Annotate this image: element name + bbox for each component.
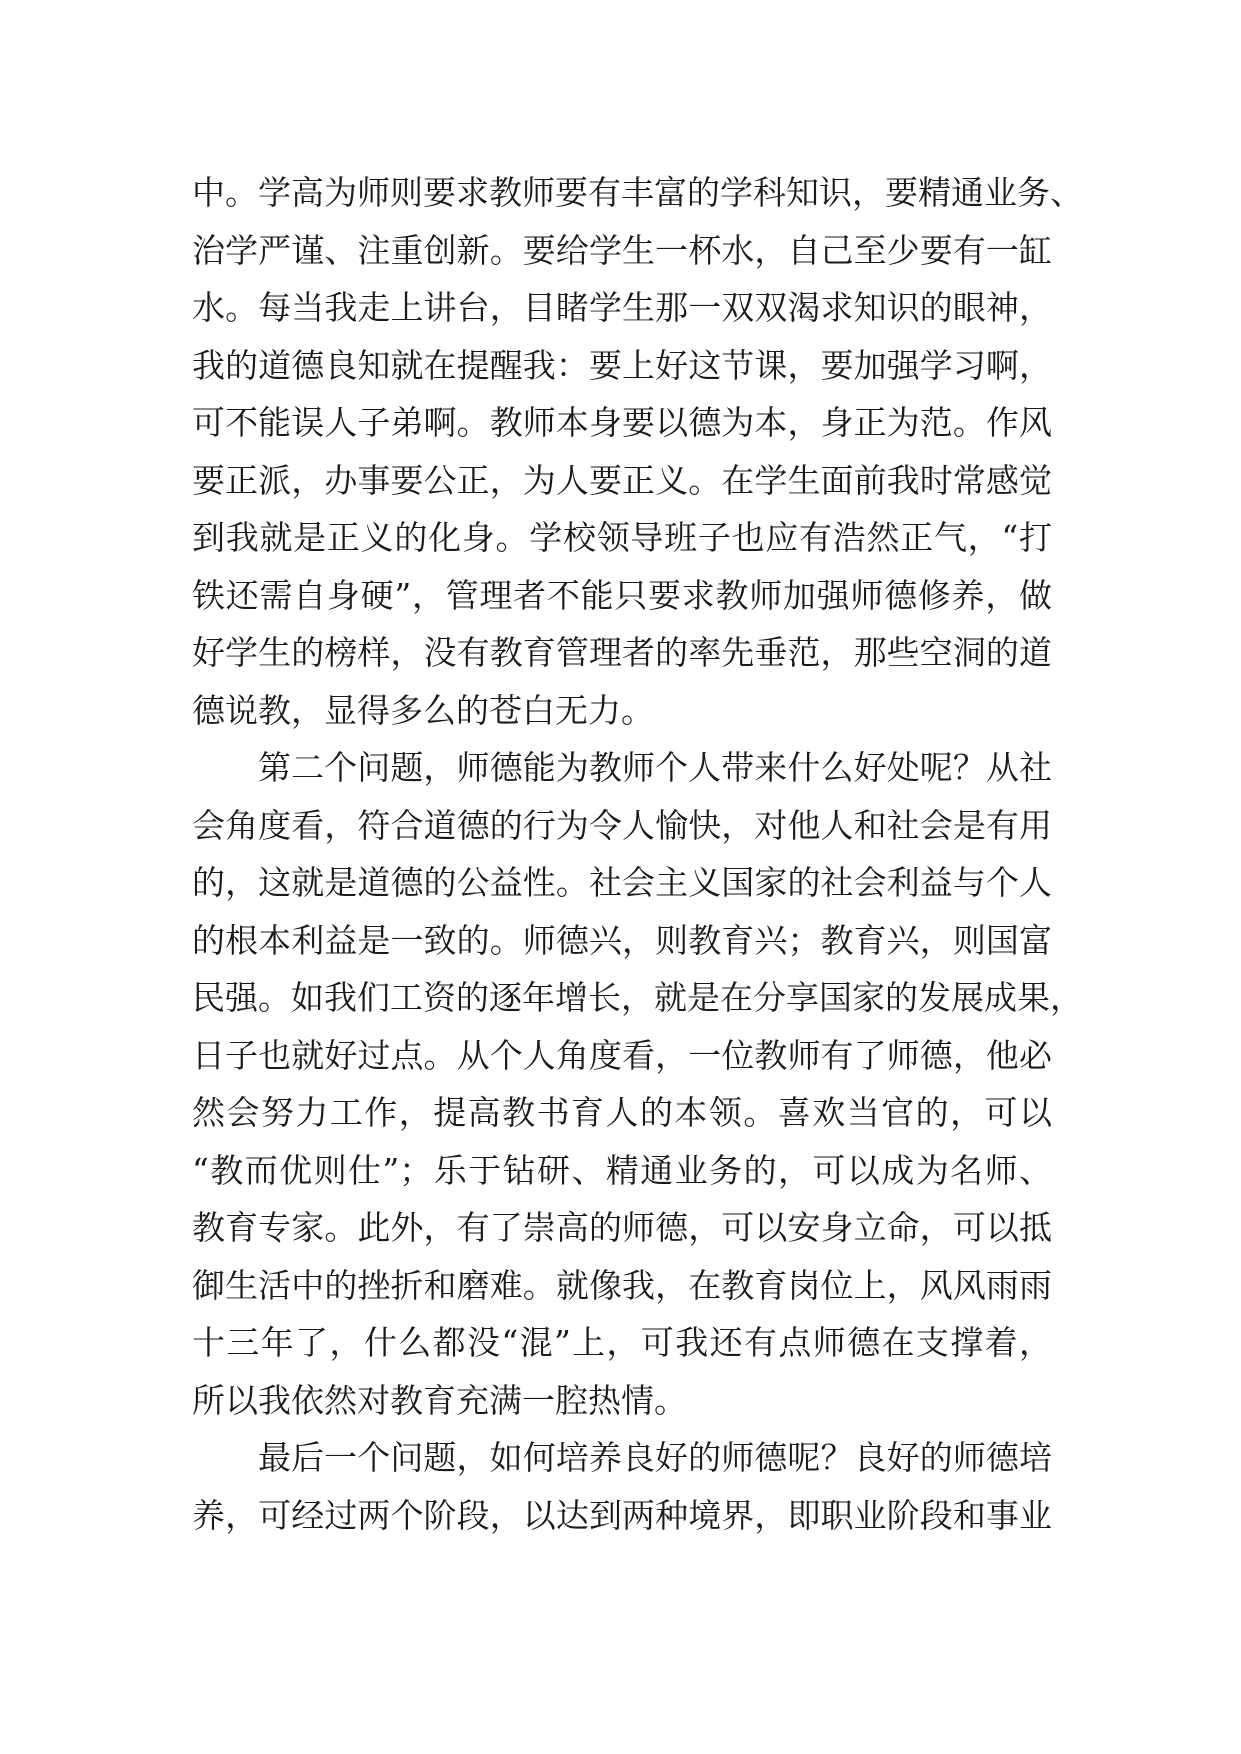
paragraph-2 [192,739,1083,1429]
text-line: 水。每当我走上讲台，目睹学生那一双双渴求知识的眼神， [192,288,1052,327]
text-line: 的根本利益是一致的。师德兴，则教育兴；教育兴，则国富 [192,920,1052,960]
paragraph-1 [192,164,1083,739]
text-line: 民强。如我们工资的逐年增长，就是在分享国家的发展成果， [192,978,1083,1017]
paragraph-3 [192,1429,1052,1544]
text-line: 我的道德良知就在提醒我：要上好这节课，要加强学习啊， [192,345,1052,385]
text-line: 要正派，办事要公正，为人要正义。在学生面前我时常感觉 [192,460,1052,500]
text-line: 最后一个问题，如何培养良好的师德呢？良好的师德培 [258,1438,1052,1477]
text-line: 日子也就好过点。从个人角度看，一位教师有了师德，他必 [192,1035,1052,1075]
text-line: 铁还需自身硬”，管理者不能只要求教师加强师德修养，做 [192,575,1052,615]
text-line: 德说教，显得多么的苍白无力。 [192,690,654,730]
document-body [192,164,1083,1544]
text-line: “教而优则仕”；乐于钻研、精通业务的，可以成为名师、 [192,1150,1052,1190]
text-line: 教育专家。此外，有了崇高的师德，可以安身立命，可以抵 [192,1208,1052,1247]
text-line: 治学严谨、注重创新。要给学生一杯水，自己至少要有一缸 [192,230,1052,270]
text-line: 御生活中的挫折和磨难。就像我，在教育岗位上，风风雨雨 [192,1265,1052,1305]
text-line: 可不能误人子弟啊。教师本身要以德为本，身正为范。作风 [192,403,1052,442]
text-line: 所以我依然对教育充满一腔热情。 [192,1380,687,1420]
text-line: 十三年了，什么都没“混”上，可我还有点师德在支撑着， [192,1323,1052,1362]
text-line: 然会努力工作，提高教书育人的本领。喜欢当官的，可以 [192,1093,1052,1132]
text-line: 中。学高为师则要求教师要有丰富的学科知识，要精通业务、 [192,173,1083,212]
text-line: 会角度看，符合道德的行为令人愉快，对他人和社会是有用 [192,805,1052,845]
text-line: 的，这就是道德的公益性。社会主义国家的社会利益与个人 [192,863,1052,902]
text-line: 到我就是正义的化身。学校领导班子也应有浩然正气，“打 [192,518,1052,557]
text-line: 养，可经过两个阶段，以达到两种境界，即职业阶段和事业 [192,1495,1052,1535]
text-line: 好学生的榜样，没有教育管理者的率先垂范，那些空洞的道 [192,633,1052,672]
text-line: 第二个问题，师德能为教师个人带来什么好处呢？从社 [258,748,1052,787]
